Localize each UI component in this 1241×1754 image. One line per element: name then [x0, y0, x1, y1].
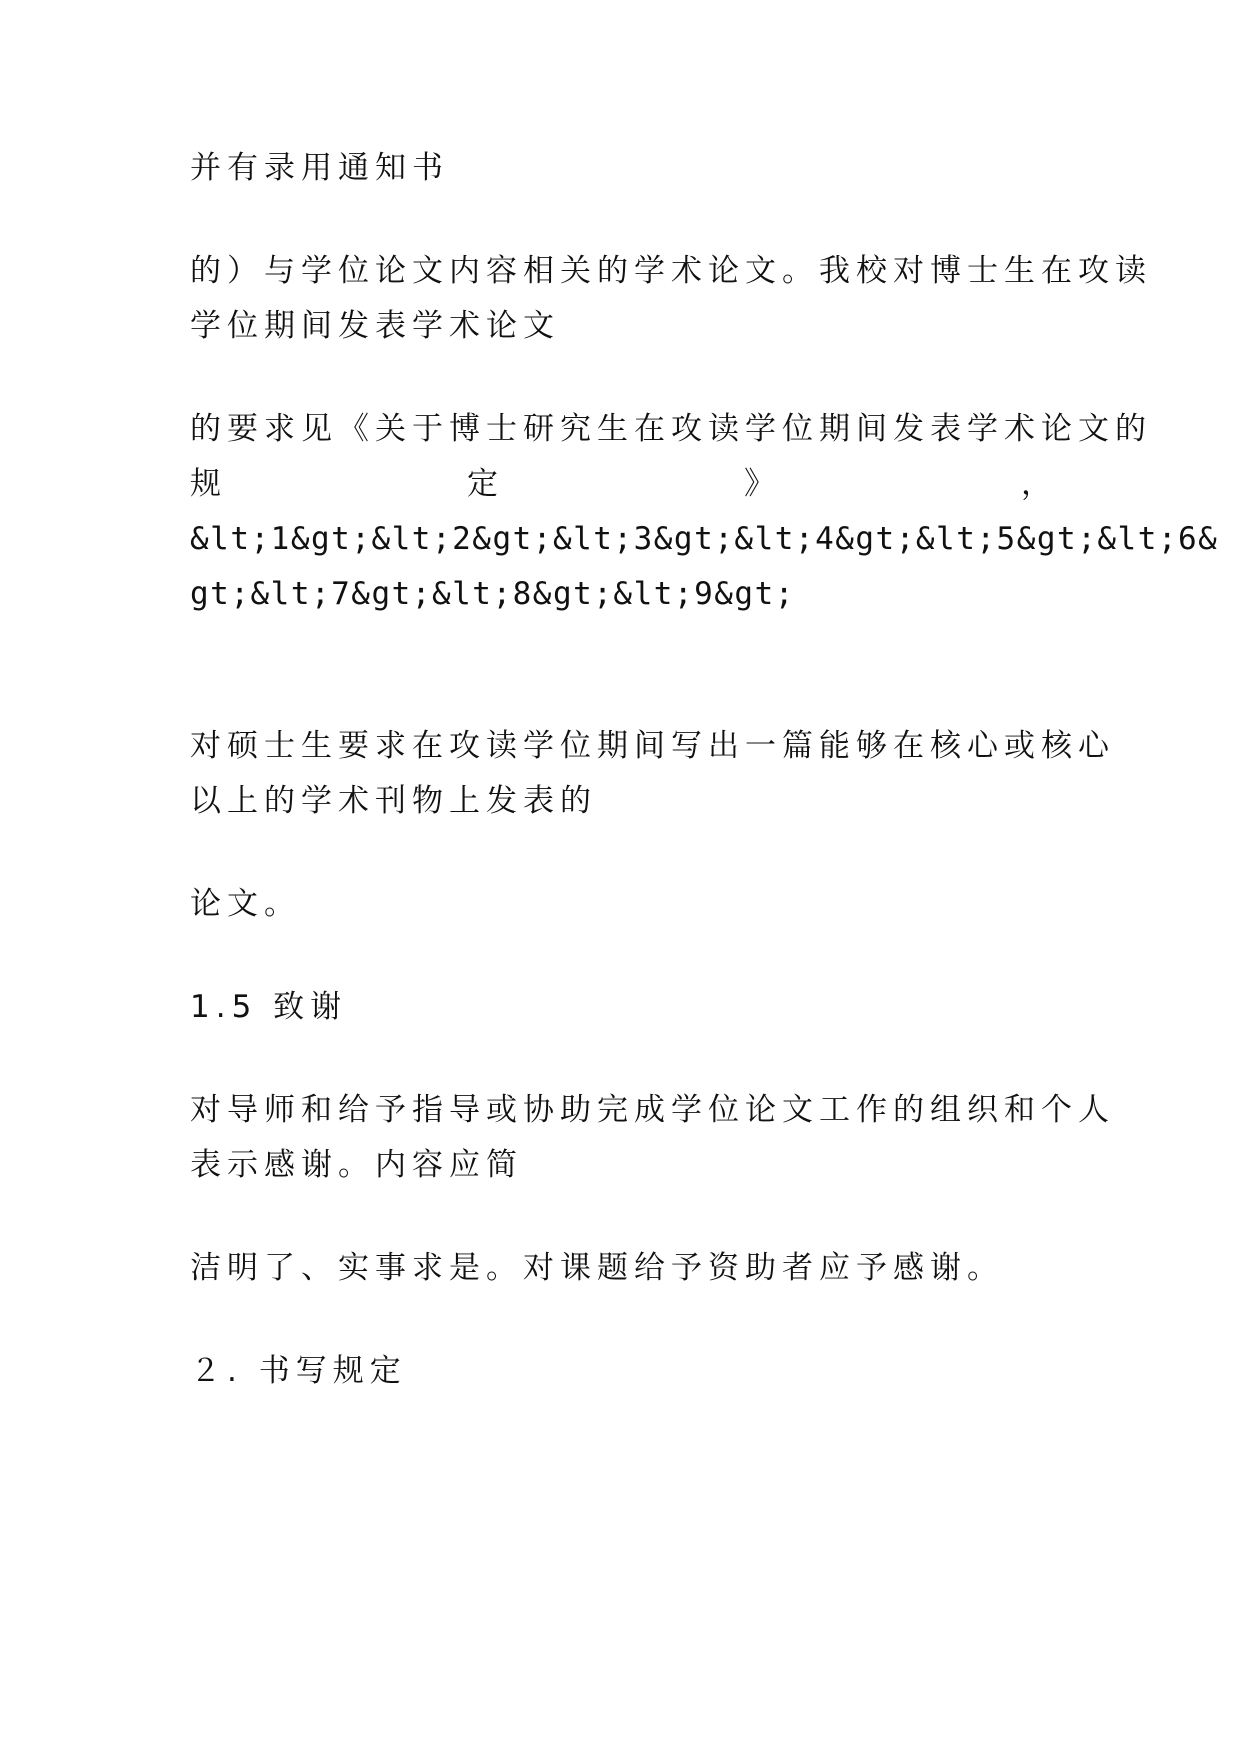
text-fragment: 定 — [467, 466, 498, 502]
text-fragment: 规 — [190, 466, 221, 502]
text-line: 并有录用通知书 — [190, 150, 449, 186]
justified-text-line — [190, 464, 1052, 504]
text-line: 学位期间发表学术论文 — [190, 308, 560, 344]
text-fragment: ， — [1021, 466, 1052, 502]
text-line: 以上的学术刊物上发表的 — [190, 783, 597, 819]
text-line: 的）与学位论文内容相关的学术论文。我校对博士生在攻读 — [190, 253, 1152, 289]
section-heading: ２. 书写规定 — [190, 1353, 407, 1389]
text-line: 洁明了、实事求是。对课题给予资助者应予感谢。 — [190, 1250, 1004, 1286]
text-line: gt;&lt;7&gt;&lt;8&gt;&lt;9&gt; — [190, 576, 795, 612]
text-line: 表示感谢。内容应简 — [190, 1147, 523, 1183]
text-line: 论文。 — [190, 886, 301, 922]
text-line: 对硕士生要求在攻读学位期间写出一篇能够在核心或核心 — [190, 728, 1115, 764]
text-line: 的要求见《关于博士研究生在攻读学位期间发表学术论文的 — [190, 411, 1152, 447]
text-line: 对导师和给予指导或协助完成学位论文工作的组织和个人 — [190, 1092, 1115, 1128]
text-line: &lt;1&gt;&lt;2&gt;&lt;3&gt;&lt;4&gt;&lt;5&gt;&lt;6& — [190, 521, 1219, 557]
text-fragment: 》 — [744, 466, 775, 502]
section-heading: 1.5 致谢 — [190, 989, 348, 1025]
